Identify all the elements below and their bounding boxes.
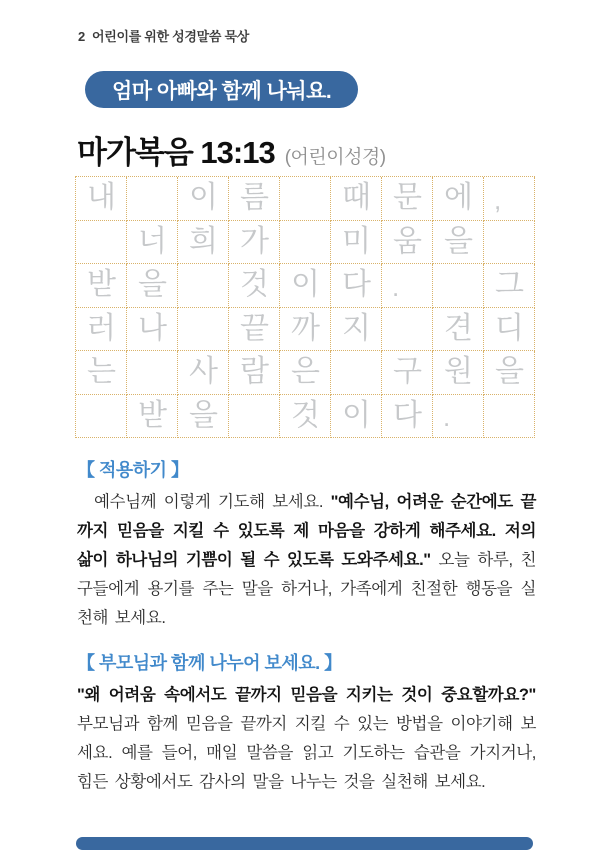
trace-cell: 을 — [433, 221, 484, 265]
trace-cell: 다 — [382, 395, 433, 439]
paragraph-segment: 부모님과 함께 믿음을 끝까지 지킬 수 있는 방법을 이야기해 보세요. 예를 들어, 매일 말씀을 읽고 기도하는 습관을 가지거나, 힘든 상황에서도 감사의 말을 나누는 것을 실천해 보세요. — [77, 715, 536, 791]
trace-cell: 것 — [280, 395, 331, 439]
trace-cell — [127, 177, 178, 221]
trace-cell: 너 — [127, 221, 178, 265]
trace-cell: 에 — [433, 177, 484, 221]
trace-cell — [76, 221, 127, 265]
trace-cell — [331, 351, 382, 395]
verse-reference: 마가복음 13:13 — [77, 135, 275, 170]
trace-cell: 끝 — [229, 308, 280, 352]
trace-cell — [127, 351, 178, 395]
trace-cell: 은 — [280, 351, 331, 395]
trace-cell: 그 — [484, 264, 535, 308]
handwriting-tracing-grid — [75, 176, 535, 438]
trace-cell: 문 — [382, 177, 433, 221]
trace-cell: 람 — [229, 351, 280, 395]
trace-cell: 이 — [280, 264, 331, 308]
paragraph-segment: 예수님께 이렇게 기도해 보세요. — [94, 493, 331, 511]
trace-cell — [484, 221, 535, 265]
trace-cell: 움 — [382, 221, 433, 265]
page-header-title: 어린이를 위한 성경말씀 묵상 — [91, 29, 249, 44]
trace-cell — [280, 221, 331, 265]
trace-cell — [484, 395, 535, 439]
trace-cell: 내 — [76, 177, 127, 221]
trace-cell: 미 — [331, 221, 382, 265]
trace-cell: 이 — [178, 177, 229, 221]
trace-cell — [76, 395, 127, 439]
trace-cell: 나 — [127, 308, 178, 352]
share-with-parents-badge — [85, 71, 358, 108]
trace-cell: 을 — [178, 395, 229, 439]
trace-cell — [178, 264, 229, 308]
trace-cell: 러 — [76, 308, 127, 352]
section-heading-apply: 【 적용하기 】 — [77, 460, 189, 480]
trace-cell: 름 — [229, 177, 280, 221]
trace-cell — [382, 308, 433, 352]
trace-cell: 디 — [484, 308, 535, 352]
trace-cell: 때 — [331, 177, 382, 221]
trace-cell: 원 — [433, 351, 484, 395]
badge-label: 엄마 아빠와 함께 나눠요. — [112, 79, 332, 103]
trace-cell: , — [484, 177, 535, 221]
trace-cell — [280, 177, 331, 221]
paragraph-segment: 오늘 하루, 친구들에게 용기를 주는 말을 하거나, 가족에게 친절한 행동을 실천해 보세요. — [77, 551, 536, 627]
page-header — [78, 26, 249, 45]
trace-cell: 받 — [76, 264, 127, 308]
trace-cell: 견 — [433, 308, 484, 352]
trace-cell: . — [382, 264, 433, 308]
trace-cell: 는 — [76, 351, 127, 395]
footer-accent-bar — [76, 837, 533, 850]
paragraph-bold-segment: "왜 어려움 속에서도 끝까지 믿음을 지키는 것이 중요할까요?" — [77, 686, 536, 704]
trace-cell: 가 — [229, 221, 280, 265]
trace-cell: 구 — [382, 351, 433, 395]
trace-cell — [178, 308, 229, 352]
trace-cell — [433, 264, 484, 308]
trace-cell — [229, 395, 280, 439]
section-heading-share-with-parents: 【 부모님과 함께 나누어 보세요. 】 — [77, 653, 342, 673]
trace-cell: 까 — [280, 308, 331, 352]
trace-cell: 사 — [178, 351, 229, 395]
trace-cell: 지 — [331, 308, 382, 352]
trace-cell: 희 — [178, 221, 229, 265]
trace-cell: 을 — [127, 264, 178, 308]
trace-cell: 을 — [484, 351, 535, 395]
apply-paragraph — [77, 488, 536, 633]
paragraph-bold-segment: "예수님, 어려운 순간에도 끝까지 믿음을 지킬 수 있도록 제 마음을 강하게 해주세요. 저의 삶이 하나님의 기쁨이 될 수 있도록 도와주세요." — [77, 493, 536, 569]
trace-cell: 다 — [331, 264, 382, 308]
bible-version-label: (어린이성경) — [284, 147, 386, 168]
verse-title — [77, 127, 386, 172]
trace-cell: . — [433, 395, 484, 439]
trace-cell: 받 — [127, 395, 178, 439]
page-number: 2 — [78, 29, 85, 44]
share-paragraph — [77, 681, 536, 797]
trace-cell: 이 — [331, 395, 382, 439]
trace-cell: 것 — [229, 264, 280, 308]
